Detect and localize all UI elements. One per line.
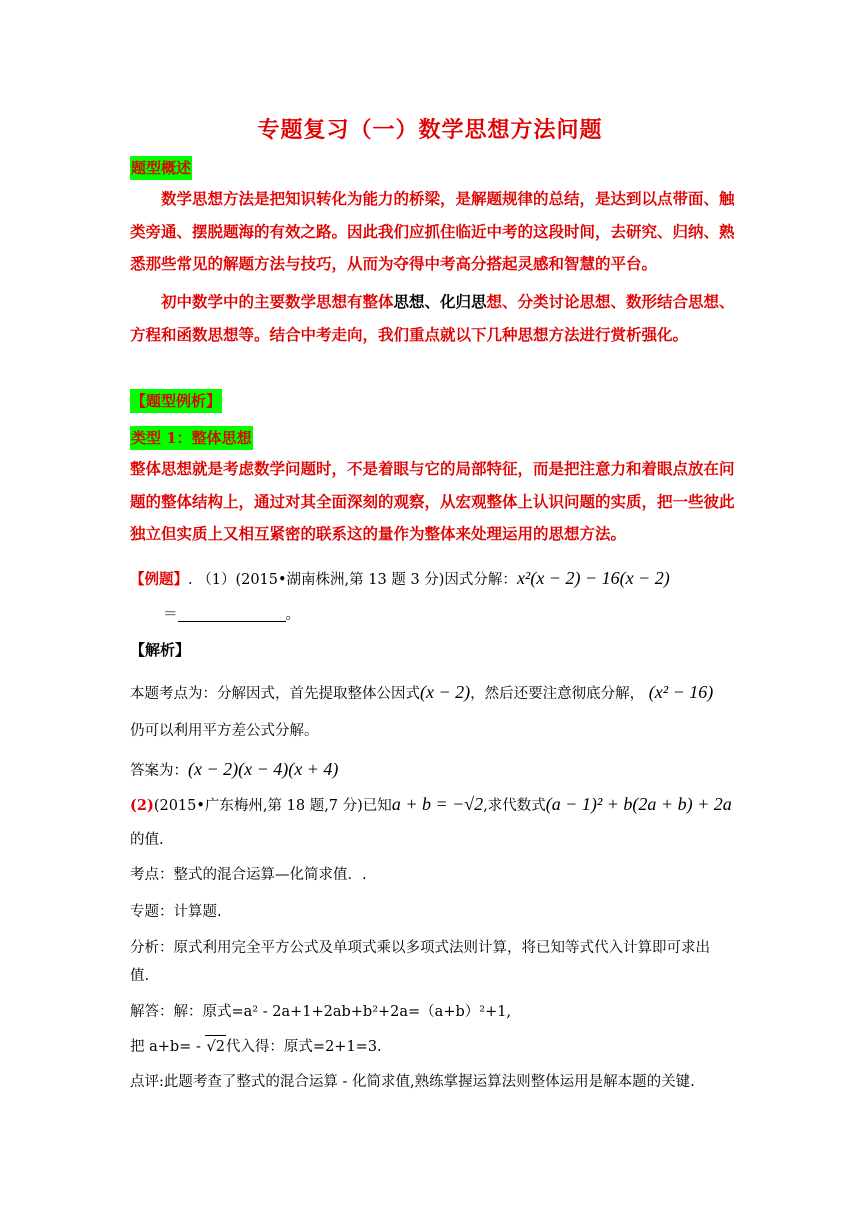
solution-fenxi-1: 分析：原式利用完全平方公式及单项式乘以多项式法则计算，将已知等式代入计算即可求出 (130, 940, 710, 956)
q2-number: (2) (130, 797, 154, 814)
substitution-text-b: 代入得：原式=2+1=3. (225, 1039, 382, 1055)
overview-p2-part3: 想、分类讨论思想、数形结合思想、方程和函数思想等。结合中考走向，我们重点就以下几种思想方法进行赏析强化。 (130, 292, 735, 344)
q2-text-c: 的值. (130, 832, 164, 848)
question-2 (130, 793, 732, 817)
analysis-line-1a: 本题考点为：分解因式，首先提取整体公因式 (130, 686, 420, 702)
q2-text-b: ,求代数式 (483, 798, 546, 814)
analysis-expr-2: (x² − 16) (648, 682, 714, 702)
answer-label: 答案为： (130, 763, 188, 779)
solution-kaodian: 考点：整式的混合运算—化简求值．. (130, 867, 367, 883)
section-examples-label: 【题型例析】 (130, 389, 222, 413)
page-title: 专题复习（一）数学思想方法问题 (257, 117, 603, 143)
overview-paragraph-2 (130, 286, 735, 351)
solution-dianping: 点评:此题考查了整式的混合运算 - 化简求值,熟练掌握运算法则整体运用是解本题的关键. (130, 1074, 695, 1090)
q2-condition: a + b = −√2 (391, 794, 484, 814)
type1-description: 整体思想就是考虑数学问题时，不是着眼与它的局部特征，而是把注意力和着眼点放在问题的整体结构上，通过对其全面深刻的观察，从宏观整体上认识问题的实质，把一些彼此独立但实质上又相互紧密的联系这的量作为整体来处理运用的思想方法。 (130, 459, 735, 543)
analysis-expr-1: (x − 2) (420, 682, 471, 702)
substitution-text-a: 把 a+b= - (130, 1039, 206, 1055)
section-overview-label: 题型概述 (130, 156, 192, 180)
type1-heading: 类型 1：整体思想 (130, 426, 253, 450)
example-question-1 (130, 567, 670, 591)
solution-jieda: 解答：解：原式=a² - 2a+1+2ab+b²+2a=（a+b）²+1, (130, 1004, 512, 1020)
analysis-line-1b: ，然后还要注意彻底分解， (470, 686, 645, 702)
solution-fenxi-2: 值. (130, 968, 150, 984)
answer-period: 。 (285, 607, 300, 623)
solution-zhuanti: 专题：计算题. (130, 904, 222, 920)
analysis-line-2: 仍可以利用平方差公式分解。 (130, 723, 319, 739)
analysis-line-1 (130, 681, 713, 705)
overview-p2-part2: 思想、化归思 (393, 292, 487, 311)
solution-substitution (130, 1035, 382, 1058)
example-answer-line (163, 604, 300, 626)
q2-expression: (a − 1)² + b(2a + b) + 2a (545, 794, 732, 814)
sqrt-two: √2 (205, 1035, 225, 1058)
analysis-answer (130, 758, 338, 782)
analysis-tag: 【解析】 (130, 641, 191, 659)
example-tag: 【例题】 (130, 571, 188, 588)
answer-blank (178, 605, 286, 622)
overview-paragraph-1: 数学思想方法是把知识转化为能力的桥梁，是解题规律的总结，是达到以点带面、触类旁通、摆脱题海的有效之路。因此我们应抓住临近中考的这段时间，去研究、归纳、熟悉那些常见的解题方法与技巧，从而为夺得中考高分搭起灵感和智慧的平台。 (130, 189, 735, 273)
answer-expression: (x − 2)(x − 4)(x + 4) (188, 759, 339, 779)
example-q1-expression: x²(x − 2) − 16(x − 2) (516, 568, 670, 588)
overview-p2-part1: 初中数学中的主要数学思想有整体 (161, 292, 394, 311)
example-q1-text: . （1）(2015•湖南株洲,第 13 题 3 分)因式分解： (188, 572, 517, 588)
q2-text-a: (2015•广东梅州,第 18 题,7 分)已知 (153, 798, 392, 814)
answer-equals: ＝ (163, 607, 178, 623)
